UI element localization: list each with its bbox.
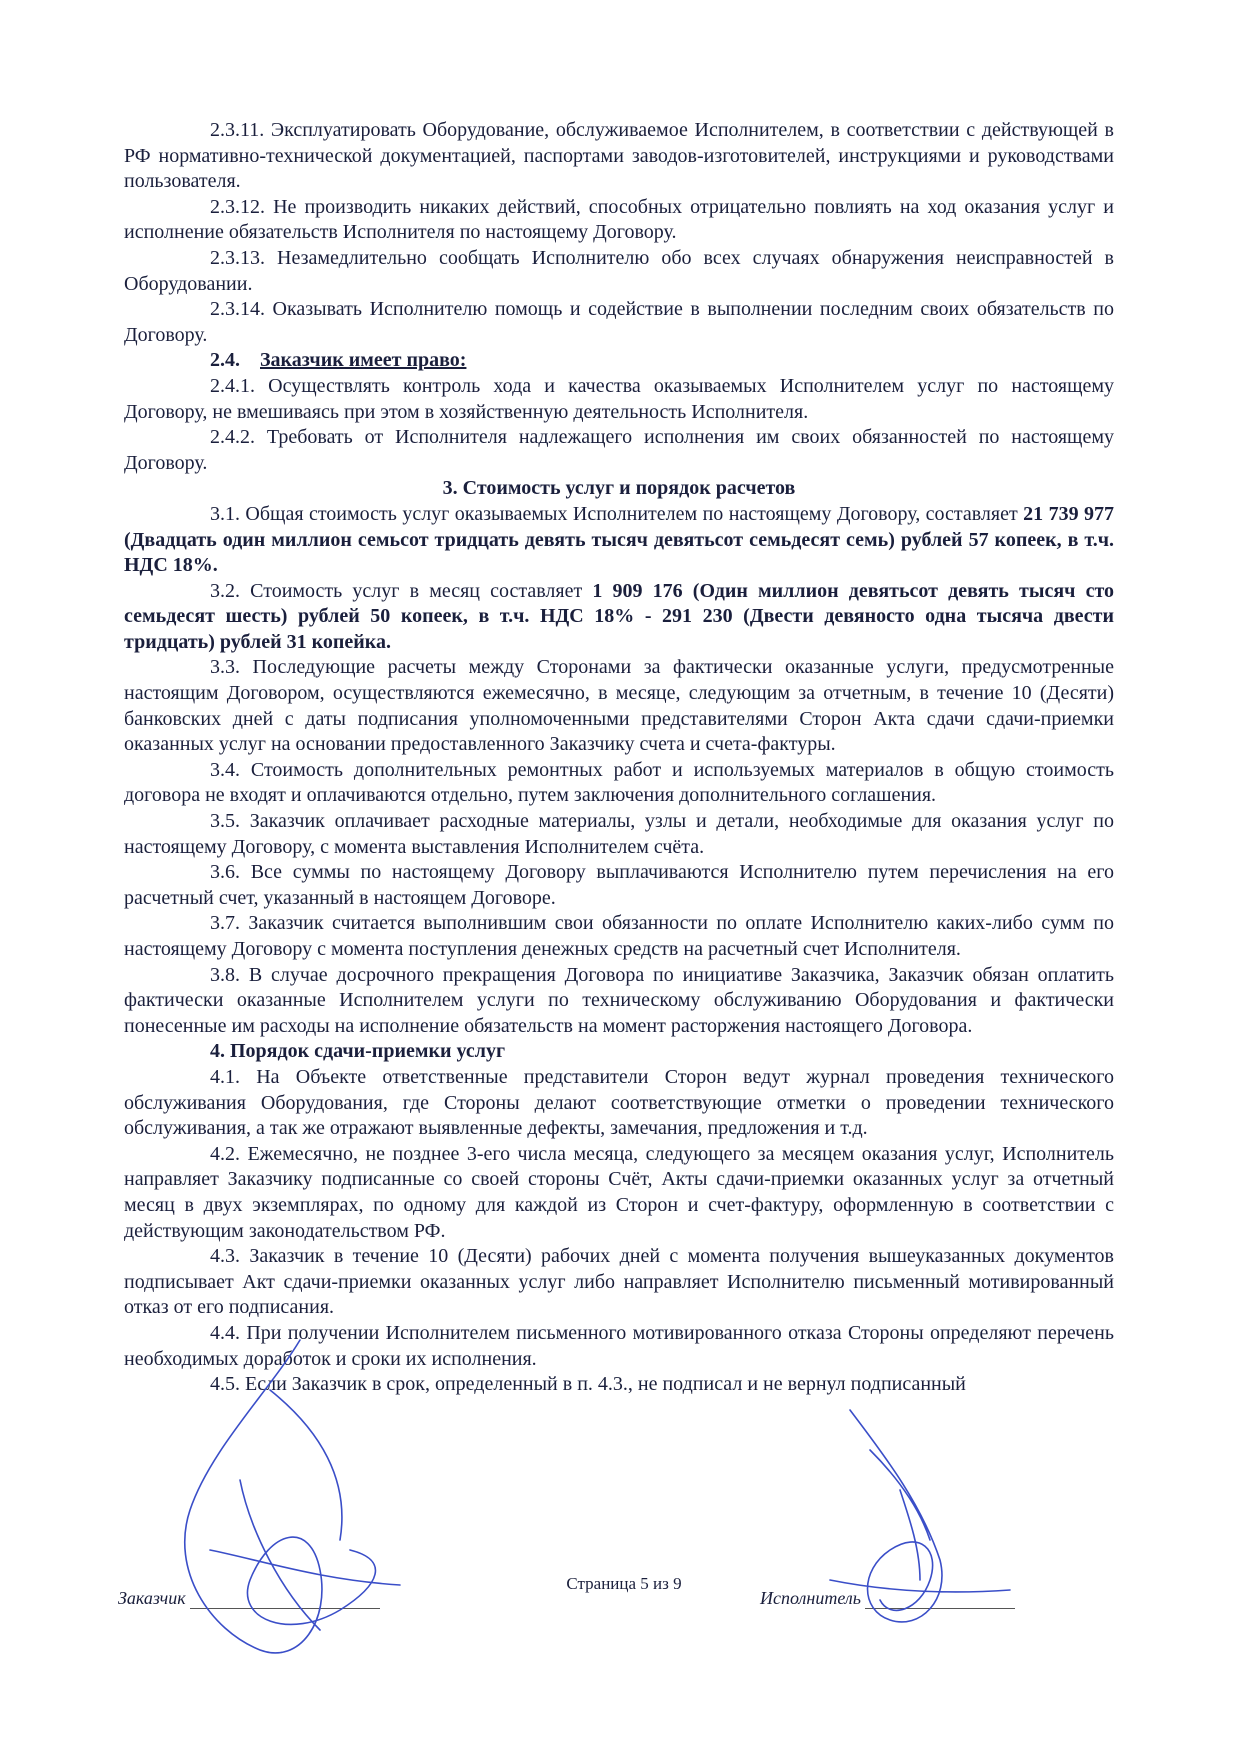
clause-3-2-text: 3.2. Стоимость услуг в месяц составляет <box>210 579 593 602</box>
customer-label: Заказчик <box>118 1588 186 1608</box>
clause-4-1: 4.1. На Объекте ответственные представители Сторон ведут журнал проведения технического обслуживания Оборудования, где Стороны делают соответствующие отметки о проведении технического обслуживания, а так же отражают выявленные дефекты, замечания, предложения и т.д. <box>124 1065 1114 1140</box>
section-4-heading: 4. Порядок сдачи-приемки услуг <box>210 1040 506 1063</box>
heading-2-4-number: 2.4. <box>210 349 240 372</box>
clause-2-3-11: 2.3.11. Эксплуатировать Оборудование, обслуживаемое Исполнителем, в соответствии с действующей в РФ нормативно-технической документацией, паспортами заводов-изготовителей, инструкциями и руководствами пользователя. <box>124 119 1114 193</box>
clause-2-4-2: 2.4.2. Требовать от Исполнителя надлежащего исполнения им своих обязанностей по настоящему Договору. <box>124 426 1114 474</box>
contractor-signature-line <box>760 1588 1015 1609</box>
page-number: Страница 5 из 9 <box>566 1574 682 1593</box>
clause-3-2 <box>124 579 1114 656</box>
contractor-signature-rule <box>865 1608 1015 1609</box>
heading-2-4-title: Заказчик имеет право: <box>260 349 467 372</box>
clause-3-4: 3.4. Стоимость дополнительных ремонтных работ и используемых материалов в общую стоимость договора не входят и оплачиваются отдельно, путем заключения дополнительного соглашения. <box>124 758 1114 807</box>
clause-2-3-13: 2.3.13. Незамедлительно сообщать Исполнителю обо всех случаях обнаружения неисправностей в Оборудовании. <box>124 246 1114 295</box>
section-3-heading: 3. Стоимость услуг и порядок расчетов <box>442 477 796 500</box>
heading-2-4 <box>124 348 1114 374</box>
clause-3-7: 3.7. Заказчик считается выполнившим свои обязанности по оплате Исполнителю каких-либо сумм по настоящему Договору с момента поступления денежных средств на расчетный счет Исполнителя. <box>124 912 1114 960</box>
clause-3-3: 3.3. Последующие расчеты между Сторонами за фактически оказанные услуги, предусмотренные настоящим Договором, осуществляются ежемесячно, в месяце, следующим за отчетным, в течение 10 (Десяти) банковских дней с даты подписания уполномоченными представителями Сторон Акта сдачи сдачи-приемки оказанных услуг на основании предоставленного Заказчику счета и счета-фактуры. <box>124 656 1114 756</box>
contractor-signature-scribble <box>770 1390 1030 1650</box>
clause-3-1-amount: 21 739 977 (Двадцать один миллион семьсот тридцать девять тысяч девятьсот семьдесят семь) рублей 57 копеек, в т.ч. НДС 18%. <box>124 502 1115 577</box>
clause-3-2-amount: 1 909 176 (Один миллион девятьсот девять тысяч сто семьдесят шесть) рублей 50 копеек, в т.ч. НДС 18% - 291 230 (Двести девяносто одна тысяча двести тридцать) рублей 31 копейка. <box>124 579 1115 653</box>
clause-4-4: 4.4. При получении Исполнителем письменного мотивированного отказа Стороны определяют перечень необходимых доработок и сроки их исполнения. <box>124 1321 1114 1370</box>
clause-3-5: 3.5. Заказчик оплачивает расходные материалы, узлы и детали, необходимые для оказания услуг по настоящему Договору, с момента выставления Исполнителем счёта. <box>124 810 1114 858</box>
clause-3-8: 3.8. В случае досрочного прекращения Договора по инициативе Заказчика, Заказчик обязан оплатить фактически оказанные Исполнителем услуги по техническому обслуживанию Оборудования и фактически понесенные им расходы на исполнение обязательств на момент расторжения настоящего Договора. <box>124 963 1114 1037</box>
clause-4-5: 4.5. Если Заказчик в срок, определенный в п. 4.3., не подписал и не вернул подписанный <box>210 1373 966 1396</box>
clause-3-1-text: 3.1. Общая стоимость услуг оказываемых Исполнителем по настоящему Договору, составляет <box>210 502 1024 525</box>
clause-2-4-1: 2.4.1. Осуществлять контроль хода и качества оказываемых Исполнителем услуг по настоящему Договору, не вмешиваясь при этом в хозяйственную деятельность Исполнителя. <box>124 374 1114 423</box>
clause-3-1 <box>124 502 1114 579</box>
clause-3-6: 3.6. Все суммы по настоящему Договору выплачиваются Исполнителю путем перечисления на его расчетный счет, указанный в настоящем Договоре. <box>124 861 1114 909</box>
customer-signature-line <box>118 1588 380 1609</box>
contractor-label: Исполнитель <box>760 1588 861 1608</box>
clause-2-3-14: 2.3.14. Оказывать Исполнителю помощь и содействие в выполнении последним своих обязательств по Договору. <box>124 298 1114 346</box>
document-body <box>124 118 1114 1398</box>
clause-4-3: 4.3. Заказчик в течение 10 (Десяти) рабочих дней с момента получения вышеуказанных документов подписывает Акт сдачи-приемки оказанных услуг либо направляет Исполнителю письменный мотивированный отказ от его подписания. <box>124 1245 1114 1319</box>
clause-4-2: 4.2. Ежемесячно, не позднее 3-его числа месяца, следующего за месяцем оказания услуг, Исполнитель направляет Заказчику подписанные со своей стороны Счёт, Акты сдачи-приемки оказанных услуг за отчетный месяц в двух экземплярах, по одному для каждой из Сторон и счет-фактуру, оформленную в соответствии с действующим законодательством РФ. <box>124 1142 1114 1242</box>
customer-signature-rule <box>190 1608 380 1609</box>
clause-2-3-12: 2.3.12. Не производить никаких действий, способных отрицательно повлиять на ход оказания услуг и исполнение обязательств Исполнителя по настоящему Договору. <box>124 195 1114 244</box>
